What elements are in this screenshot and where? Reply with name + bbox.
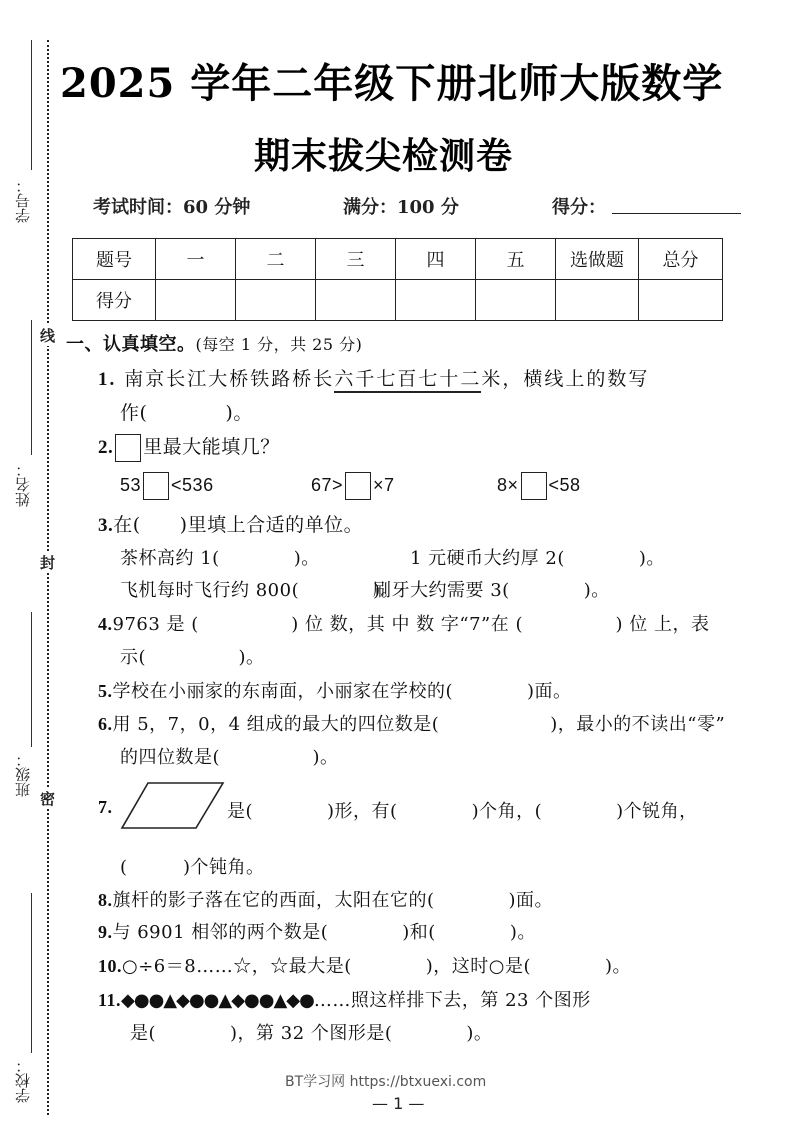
- question-number: 6.: [98, 714, 113, 734]
- header-cell: 五: [476, 239, 556, 280]
- question-number: 7.: [98, 797, 113, 817]
- question-text[interactable]: 学校在小丽家的东南面，小丽家在学校的( )面。: [112, 681, 572, 702]
- question-text[interactable]: 9763 是 ( ) 位 数，其 中 数 字“7”在 ( ) 位 上，表: [112, 614, 710, 635]
- header-cell: 三: [316, 239, 396, 280]
- question-7-number: [98, 797, 113, 818]
- score-table: [72, 238, 723, 321]
- question-10: [98, 952, 631, 978]
- question-number: 10.: [98, 956, 122, 976]
- question-5: [98, 677, 572, 703]
- score-cell[interactable]: [476, 280, 556, 321]
- expr-left: 67>: [311, 474, 344, 495]
- header-cell: 选做题: [556, 239, 639, 280]
- question-text[interactable]: 与 6901 相邻的两个数是( )和( )。: [112, 922, 536, 943]
- expr-right: <536: [171, 474, 214, 495]
- q3-item-2[interactable]: 1 元硬币大约厚 2( )。: [410, 548, 665, 569]
- name-label: 姓名：: [14, 462, 32, 507]
- question-text: 米，横线上的数写: [481, 368, 650, 390]
- score-input-line[interactable]: [612, 213, 741, 214]
- score-cell[interactable]: [396, 280, 476, 321]
- question-7-text[interactable]: 是( )形，有( )个角，( )个锐角，: [227, 801, 698, 822]
- q2-item-3: [497, 472, 581, 500]
- question-2: [98, 432, 280, 462]
- answer-box[interactable]: [521, 472, 547, 500]
- question-number: 5.: [98, 681, 113, 701]
- question-number: 11.: [98, 990, 122, 1010]
- page-subtitle: 期末拔尖检测卷: [254, 135, 514, 177]
- q3-item-3[interactable]: 飞机每时飞行约 800( )。: [120, 580, 400, 601]
- header-cell: 题号: [73, 239, 156, 280]
- score-cell[interactable]: [156, 280, 236, 321]
- question-number: 9.: [98, 922, 113, 942]
- page-title: 2025 学年二年级下册北师大版数学: [60, 60, 724, 107]
- question-7-line-2[interactable]: ( )个钝角。: [120, 857, 265, 878]
- answer-box[interactable]: [345, 472, 371, 500]
- seal-char-line: 线: [40, 327, 56, 345]
- question-11-line-2[interactable]: 是( )，第 32 个图形是( )。: [130, 1023, 493, 1044]
- question-1: [98, 364, 649, 391]
- score-cell[interactable]: [236, 280, 316, 321]
- question-text[interactable]: ○÷6＝8……☆，☆最大是( )，这时○是( )。: [122, 956, 631, 977]
- shape-sequence: [121, 990, 314, 1011]
- question-number: 2.: [98, 437, 114, 458]
- question-3: [98, 510, 363, 537]
- question-text: 里最大能填几？: [143, 436, 280, 458]
- score-cell[interactable]: [556, 280, 639, 321]
- school-underline: [31, 893, 32, 1053]
- expr-left: 53: [120, 474, 142, 495]
- full-score: 满分：100 分: [343, 197, 459, 218]
- expr-right: ×7: [373, 474, 395, 495]
- q3-item-1[interactable]: 茶杯高约 1( )。: [120, 548, 320, 569]
- header-cell: 四: [396, 239, 476, 280]
- exam-time: 考试时间：60 分钟: [93, 197, 251, 218]
- seal-char-secret: 密: [40, 790, 56, 808]
- blank-box-icon: [115, 434, 141, 462]
- header-cell: 总分: [639, 239, 723, 280]
- question-4-line-2[interactable]: 示( )。: [120, 647, 265, 668]
- parallelogram-icon: [118, 780, 228, 832]
- student-id-underline: [31, 40, 32, 170]
- school-label: 学校：: [14, 1058, 32, 1103]
- name-underline: [31, 320, 32, 455]
- score-table-header-row: [73, 239, 723, 280]
- q2-item-1: [120, 472, 214, 500]
- question-1-answer-line[interactable]: 作( )。: [120, 402, 253, 424]
- question-number: 8.: [98, 890, 113, 910]
- score-table-score-row: [73, 280, 723, 321]
- footer-watermark: BT学习网 https://btxuexi.com: [285, 1074, 487, 1090]
- q2-item-2: [311, 472, 395, 500]
- section-1-heading: [66, 330, 362, 356]
- section-1-title: 一、认真填空。: [66, 334, 196, 355]
- class-label: 班级：: [14, 752, 32, 797]
- question-9: [98, 918, 536, 944]
- binding-dotted-line: [47, 40, 49, 1115]
- section-1-note: (每空 1 分，共 25 分): [195, 335, 363, 354]
- question-text: 南京长江大桥铁路桥长: [124, 368, 335, 390]
- expr-left: 8×: [497, 474, 519, 495]
- row-label-cell: 得分: [73, 280, 156, 321]
- student-id-label: 学号：: [14, 178, 32, 223]
- score-label: 得分：: [552, 197, 606, 218]
- answer-box[interactable]: [143, 472, 169, 500]
- class-underline: [31, 612, 32, 747]
- question-8: [98, 886, 553, 912]
- header-cell: 二: [236, 239, 316, 280]
- seal-char-seal: 封: [40, 554, 56, 572]
- underlined-number-words: 六千七百七十二: [334, 368, 481, 393]
- question-text: ……照这样排下去，第 23 个图形: [313, 990, 591, 1011]
- score-cell[interactable]: [639, 280, 723, 321]
- header-cell: 一: [156, 239, 236, 280]
- question-6: [98, 710, 725, 736]
- question-text[interactable]: 用 5，7，0，4 组成的最大的四位数是( )，最小的不读出“零”: [112, 714, 726, 735]
- question-6-line-2[interactable]: 的四位数是( )。: [120, 747, 339, 768]
- question-text[interactable]: 旗杆的影子落在它的西面，太阳在它的( )面。: [112, 890, 554, 911]
- expr-right: <58: [548, 474, 581, 495]
- q3-item-4[interactable]: 刷牙大约需要 3( )。: [373, 580, 610, 601]
- score-cell[interactable]: [316, 280, 396, 321]
- question-number: 3.: [98, 515, 114, 536]
- question-number: 1.: [98, 369, 117, 390]
- question-text: 在( )里填上合适的单位。: [113, 514, 364, 536]
- page-number: — 1 —: [372, 1094, 425, 1113]
- question-4: [98, 610, 709, 636]
- shape-sequence-glyphs: ◆●●▲◆●●▲◆●●▲◆●: [121, 990, 314, 1011]
- question-11: [98, 986, 591, 1012]
- question-number: 4.: [98, 614, 113, 634]
